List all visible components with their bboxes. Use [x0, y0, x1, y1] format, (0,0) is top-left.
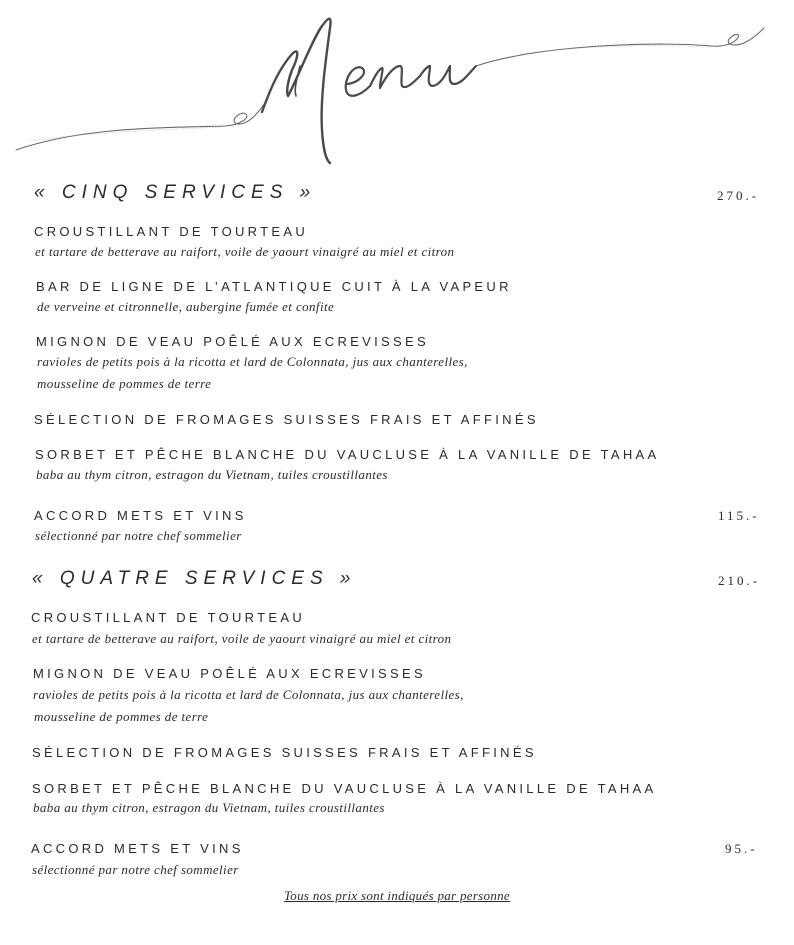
wine-pairing-name: ACCORD METS ET VINS [34, 508, 247, 523]
dish-name: CROUSTILLANT DE TOURTEAU [34, 224, 309, 239]
price-footnote: Tous nos prix sont indiqués par personne [283, 888, 511, 903]
dish-description-continued: mousseline de pommes de terre [37, 376, 212, 391]
section-price: 210.- [718, 573, 761, 588]
wine-pairing-price: 115.- [718, 508, 760, 523]
dish-description: baba au thym citron, estragon du Vietnam, tuiles croustillantes [33, 800, 385, 815]
menu-script-logo [0, 0, 794, 175]
dish-name: SORBET ET PÊCHE BLANCHE DU VAUCLUSE À LA VANILLE DE TAHAA [35, 447, 660, 462]
dish-name: SÉLECTION DE FROMAGES SUISSES FRAIS ET AFFINÉS [32, 745, 537, 760]
dish-description-continued: mousseline de pommes de terre [34, 709, 209, 724]
dish-description: baba au thym citron, estragon du Vietnam, tuiles croustillantes [36, 467, 388, 482]
wine-pairing-description: sélectionné par notre chef sommelier [32, 862, 239, 877]
dish-description: et tartare de betterave au raifort, voile de yaourt vinaigré au miel et citron [32, 631, 452, 646]
dish-description: ravioles de petits pois à la ricotta et lard de Colonnata, jus aux chanterelles, [37, 354, 468, 369]
dish-name: MIGNON DE VEAU POÊLÉ AUX ECREVISSES [36, 334, 429, 349]
dish-name: CROUSTILLANT DE TOURTEAU [31, 610, 306, 625]
dish-description: ravioles de petits pois à la ricotta et lard de Colonnata, jus aux chanterelles, [33, 687, 464, 702]
menu-header [0, 0, 794, 175]
dish-name: MIGNON DE VEAU POÊLÉ AUX ECREVISSES [33, 666, 426, 681]
dish-description: et tartare de betterave au raifort, voile de yaourt vinaigré au miel et citron [35, 244, 455, 259]
dish-name: BAR DE LIGNE DE L’ATLANTIQUE CUIT À LA VAPEUR [36, 279, 512, 294]
dish-name: SÉLECTION DE FROMAGES SUISSES FRAIS ET AFFINÉS [34, 412, 539, 427]
section-price: 270.- [717, 188, 760, 203]
wine-pairing-price: 95.- [725, 841, 758, 856]
section-title: « QUATRE SERVICES » [32, 568, 357, 589]
section-title: « CINQ SERVICES » [34, 182, 317, 203]
wine-pairing-description: sélectionné par notre chef sommelier [35, 528, 242, 543]
dish-name: SORBET ET PÊCHE BLANCHE DU VAUCLUSE À LA VANILLE DE TAHAA [32, 781, 657, 796]
dish-description: de verveine et citronnelle, aubergine fumée et confite [37, 299, 335, 314]
wine-pairing-name: ACCORD METS ET VINS [31, 841, 244, 856]
